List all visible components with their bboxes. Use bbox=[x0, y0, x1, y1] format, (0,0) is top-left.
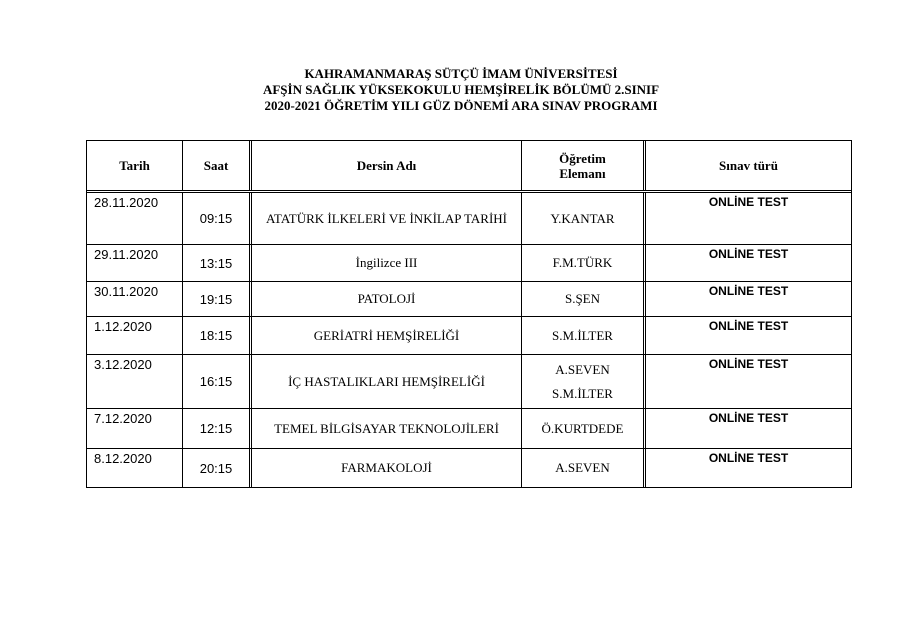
header-instructor-line2: Elemanı bbox=[559, 165, 606, 181]
row-exam-type: ONLİNE TEST bbox=[643, 355, 851, 408]
row-instructor: Ö.KURTDEDE bbox=[521, 409, 643, 448]
university-title: KAHRAMANMARAŞ SÜTÇÜ İMAM ÜNİVERSİTESİ bbox=[304, 66, 618, 81]
program-title: 2020-2021 ÖĞRETİM YILI GÜZ DÖNEMİ ARA SINAV PROGRAMI bbox=[264, 98, 658, 113]
row-instructor: S.M.İLTER bbox=[521, 317, 643, 354]
row-time: 16:15 bbox=[182, 355, 249, 408]
table-row bbox=[87, 355, 851, 409]
table-row bbox=[87, 409, 851, 449]
row-course bbox=[249, 193, 521, 244]
row-instructor-1: A.SEVEN bbox=[555, 361, 610, 377]
row-date: 7.12.2020 bbox=[94, 411, 152, 426]
header-date: Tarih bbox=[119, 157, 150, 173]
header-instructor bbox=[521, 141, 643, 190]
table-row bbox=[87, 282, 851, 317]
exam-schedule-table bbox=[86, 140, 852, 488]
row-date: 3.12.2020 bbox=[94, 357, 152, 372]
header-instructor-line1: Öğretim bbox=[559, 150, 606, 166]
row-time: 20:15 bbox=[182, 449, 249, 487]
table-row bbox=[87, 193, 851, 245]
row-date: 28.11.2020 bbox=[94, 195, 159, 210]
row-exam-type: ONLİNE TEST bbox=[643, 193, 851, 244]
row-exam-type: ONLİNE TEST bbox=[643, 449, 851, 487]
row-date: 1.12.2020 bbox=[94, 319, 152, 334]
row-instructor-2: S.M.İLTER bbox=[552, 385, 613, 401]
row-instructor: Y.KANTAR bbox=[521, 193, 643, 244]
row-time: 09:15 bbox=[182, 193, 249, 244]
row-instructor bbox=[521, 355, 643, 408]
row-course: İÇ HASTALIKLARI HEMŞİRELİĞİ bbox=[249, 355, 521, 408]
row-course: GERİATRİ HEMŞİRELİĞİ bbox=[249, 317, 521, 354]
row-exam-type: ONLİNE TEST bbox=[643, 282, 851, 316]
row-time: 19:15 bbox=[182, 282, 249, 316]
row-instructor: A.SEVEN bbox=[521, 449, 643, 487]
row-date: 29.11.2020 bbox=[94, 247, 159, 262]
row-time: 18:15 bbox=[182, 317, 249, 354]
row-date: 30.11.2020 bbox=[94, 284, 159, 299]
table-row bbox=[87, 449, 851, 487]
row-instructor: S.ŞEN bbox=[521, 282, 643, 316]
header-course: Dersin Adı bbox=[249, 141, 521, 190]
table-row bbox=[87, 245, 851, 282]
row-time: 12:15 bbox=[182, 409, 249, 448]
row-course: FARMAKOLOJİ bbox=[249, 449, 521, 487]
table-row bbox=[87, 317, 851, 355]
header-exam-type: Sınav türü bbox=[643, 141, 851, 190]
row-date: 8.12.2020 bbox=[94, 451, 152, 466]
department-title: AFŞİN SAĞLIK YÜKSEKOKULU HEMŞİRELİK BÖLÜMÜ 2.SINIF bbox=[262, 82, 660, 97]
row-course: TEMEL BİLGİSAYAR TEKNOLOJİLERİ bbox=[249, 409, 521, 448]
row-exam-type: ONLİNE TEST bbox=[643, 409, 851, 448]
row-instructor: F.M.TÜRK bbox=[521, 245, 643, 281]
row-course-text: ATATÜRK İLKELERİ VE İNKİLAP TARİHİ bbox=[265, 210, 508, 226]
table-header-row bbox=[87, 141, 851, 193]
row-time: 13:15 bbox=[182, 245, 249, 281]
row-exam-type: ONLİNE TEST bbox=[643, 245, 851, 281]
header-time: Saat bbox=[182, 141, 249, 190]
row-exam-type: ONLİNE TEST bbox=[643, 317, 851, 354]
row-course: PATOLOJİ bbox=[249, 282, 521, 316]
row-course: İngilizce III bbox=[249, 245, 521, 281]
